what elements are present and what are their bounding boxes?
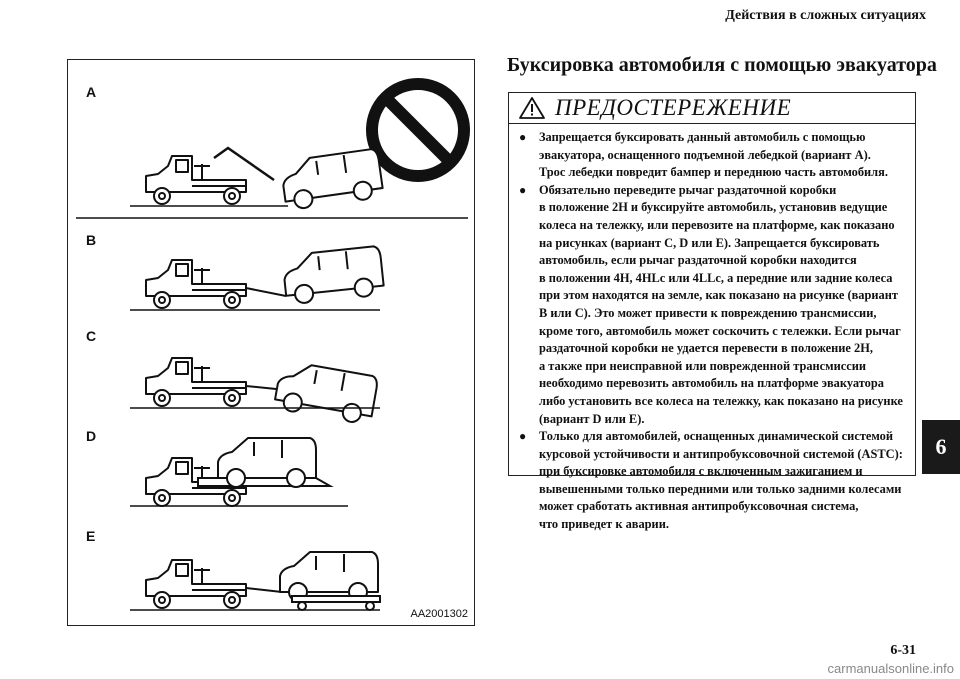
warning-line: при этом находятся на земле, как показано на рисунке (вариант	[539, 288, 898, 303]
panel-label-e: E	[86, 528, 96, 544]
warning-box	[508, 92, 916, 532]
warning-line: в положение 2H и буксируйте автомобиль, установив ведущие	[539, 200, 888, 215]
warning-line: что приведет к аварии.	[539, 517, 669, 532]
warning-line: эвакуатора, оснащенного подъемной лебедкой (вариант A).	[539, 147, 871, 162]
towing-illustration	[67, 59, 475, 626]
figure-code: AA2001302	[410, 608, 468, 620]
warning-line: необходимо перевозить автомобиль на платформе эвакуатора	[539, 376, 884, 391]
warning-line: может сработать активная антипробуксовочная система,	[539, 499, 859, 514]
warning-line: курсовой устойчивости и антипробуксовочной системой (ASTC):	[539, 446, 903, 461]
warning-list	[509, 124, 915, 534]
panel-label-a: A	[86, 84, 97, 100]
warning-line: Запрещается буксировать данный автомобиль с помощью	[539, 130, 866, 144]
panel-d-drawing	[130, 438, 348, 506]
warning-line: либо установить все колеса на тележку, как показано на рисунке	[539, 393, 903, 408]
section-header: Действия в сложных ситуациях	[725, 8, 926, 23]
warning-line: автомобиль, если рычаг раздаточной коробки находится	[539, 253, 857, 268]
panel-label-b: B	[86, 232, 97, 248]
warning-line: на рисунках (вариант C, D или E). Запрещается буксировать	[539, 235, 880, 250]
watermark: carmanualsonline.info	[827, 661, 954, 676]
warning-line: в положении 4H, 4HLc или 4LLc, а передние или задние колеса	[539, 270, 893, 285]
panel-label-c: C	[86, 328, 97, 344]
warning-title: ПРЕДОСТЕРЕЖЕНИЕ	[555, 95, 792, 120]
panel-c-drawing	[130, 358, 380, 425]
tow-truck-drawing	[68, 60, 476, 627]
chapter-tab: 6	[922, 420, 960, 474]
panel-a-drawing	[76, 84, 468, 218]
page-number: 6-31	[890, 643, 916, 658]
warning-line: Только для автомобилей, оснащенных динамической системой	[539, 429, 894, 444]
bullet-icon: ●	[519, 429, 527, 444]
warning-line: Трос лебедки повредит бампер и переднюю часть автомобиля.	[539, 165, 888, 180]
warning-item-3	[519, 428, 907, 534]
warning-line: раздаточной коробки не удается перевести в положение 2H,	[539, 341, 873, 356]
warning-item-1	[519, 129, 907, 182]
warning-line: вывешенными только передними или только задними колесами	[539, 481, 902, 496]
warning-line: колеса на тележку, или перевозите на платформе, как показано	[539, 217, 895, 232]
warning-line: (вариант D или E).	[539, 411, 645, 426]
warning-header	[509, 93, 915, 124]
bullet-icon: ●	[519, 130, 527, 144]
warning-line: Обязательно переведите рычаг раздаточной коробки	[539, 182, 837, 197]
bullet-icon: ●	[519, 182, 527, 197]
panel-e-drawing	[130, 552, 380, 610]
warning-line: кроме того, автомобиль может соскочить с тележки. Если рычаг	[539, 323, 901, 338]
section-title: Буксировка автомобиля с помощью эвакуатора	[507, 54, 937, 76]
warning-line: при буксировке автомобиля с включенным зажиганием и	[539, 464, 863, 479]
warning-line: B или C). Это может привести к повреждению трансмиссии,	[539, 305, 877, 320]
warning-line: а также при неисправной или поврежденной трансмиссии	[539, 358, 867, 373]
warning-triangle-icon	[519, 97, 545, 119]
warning-item-2	[519, 182, 907, 428]
panel-label-d: D	[86, 428, 97, 444]
panel-b-drawing	[130, 246, 385, 310]
